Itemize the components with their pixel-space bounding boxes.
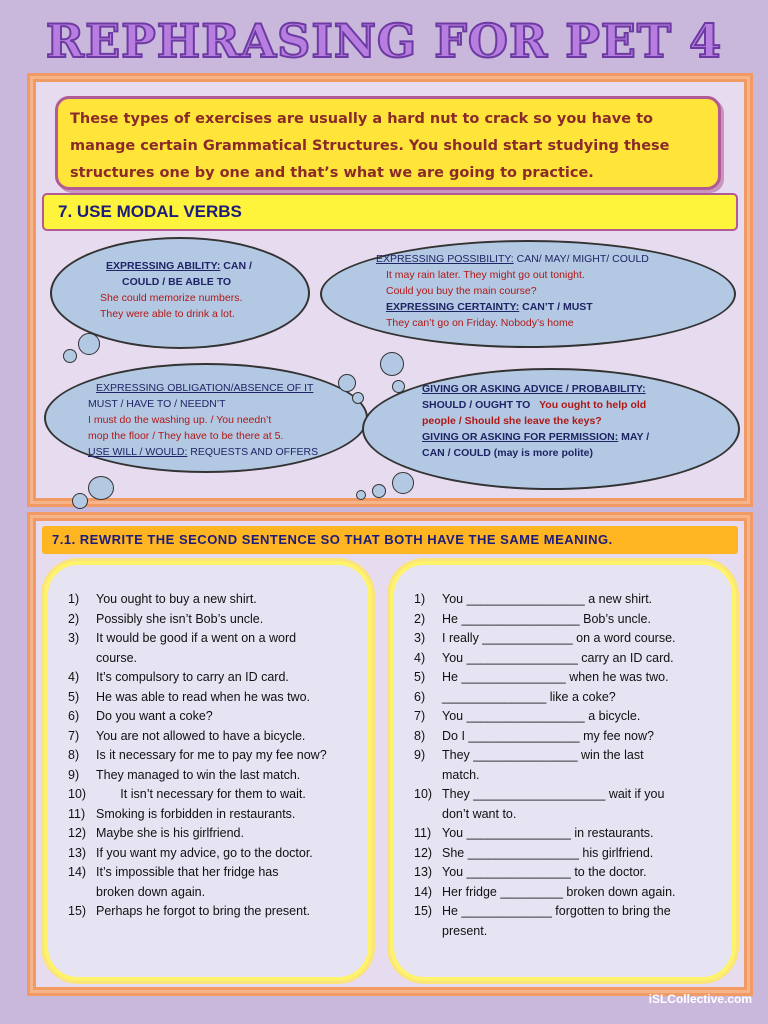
item-text: Do you want a coke? <box>96 709 213 723</box>
certainty-heading: EXPRESSING CERTAINTY: <box>386 301 520 313</box>
item-text: I really _____________ on a word course. <box>442 631 676 645</box>
item-number: 14) <box>414 884 433 899</box>
ability-modals-2: COULD / BE ABLE TO <box>122 276 232 288</box>
item-text: You ought to buy a new shirt. <box>96 592 257 606</box>
item-number: 4) <box>68 670 80 684</box>
cloud-advice-text <box>422 381 722 461</box>
obligation-heading: EXPRESSING OBLIGATION/ABSENCE OF IT <box>96 382 314 394</box>
item-number: 12) <box>414 845 433 860</box>
intro-line-1: These types of exercises are usually a hard nut to crack so you have to <box>70 111 654 127</box>
item-number: 9) <box>414 748 426 762</box>
list-item <box>68 746 358 766</box>
list-item <box>68 590 358 610</box>
item-text: They _______________ win the last <box>442 748 644 762</box>
item-text: Is it necessary for me to pay my fee now? <box>96 748 327 762</box>
list-item <box>414 824 722 844</box>
item-number <box>414 766 442 786</box>
list-item <box>68 785 358 805</box>
item-text: You _______________ in restaurants. <box>442 826 654 840</box>
permission-modals: MAY / <box>621 431 650 443</box>
item-text: If you want my advice, go to the doctor. <box>96 845 313 860</box>
list-item <box>414 922 722 942</box>
item-number: 13) <box>68 845 87 860</box>
list-item <box>414 590 722 610</box>
item-number: 5) <box>414 670 426 684</box>
cloud-bubble <box>63 349 77 363</box>
advice-modals: SHOULD / OUGHT TO <box>422 399 531 411</box>
will-would-heading: USE WILL / WOULD: <box>88 446 188 458</box>
item-text: It’s impossible that her fridge has <box>96 865 279 879</box>
item-text: It’s compulsory to carry an ID card. <box>96 670 289 684</box>
possibility-modals: CAN/ MAY/ MIGHT/ COULD <box>516 253 649 265</box>
list-item <box>68 844 358 864</box>
item-number: 9) <box>68 767 80 782</box>
rewrite-sentences-list <box>414 590 722 941</box>
item-text: You are not allowed to have a bicycle. <box>96 728 306 743</box>
ability-heading: EXPRESSING ABILITY: <box>106 260 221 272</box>
cloud-bubble <box>380 352 404 376</box>
cloud-possibility-text <box>376 251 706 331</box>
list-item <box>414 707 722 727</box>
list-item <box>68 805 358 825</box>
item-number: 6) <box>68 709 80 723</box>
section-7-title: 7. USE MODAL VERBS <box>58 202 242 221</box>
rewrite-sentences-panel <box>390 561 736 981</box>
page-title: REPHRASING FOR PET 4 <box>45 14 723 68</box>
item-text: You _________________ a new shirt. <box>442 592 653 606</box>
certainty-example: They can’t go on Friday. Nobody’s home <box>386 317 574 329</box>
item-number: 1) <box>68 592 80 606</box>
cloud-obligation-text <box>88 380 348 460</box>
item-text: She ________________ his girlfriend. <box>442 845 654 860</box>
item-text: He _______________ when he was two. <box>442 670 669 684</box>
will-would-uses: REQUESTS AND OFFERS <box>187 446 319 458</box>
item-text: present. <box>442 923 488 938</box>
list-item <box>414 727 722 747</box>
item-text: course. <box>96 650 137 665</box>
possibility-example-2: Could you buy the main course? <box>386 285 537 297</box>
item-number: 11) <box>68 806 86 821</box>
list-item <box>68 688 358 708</box>
cloud-bubble <box>88 476 114 500</box>
item-number: 5) <box>68 689 80 704</box>
list-item <box>414 785 722 805</box>
list-item <box>414 883 722 903</box>
item-text: It isn’t necessary for them to wait. <box>96 787 306 801</box>
list-item <box>68 766 358 786</box>
cloud-bubble <box>352 392 364 404</box>
cloud-bubble <box>372 484 386 498</box>
item-text: don’t want to. <box>442 806 517 821</box>
section-7-1-title: 7.1. REWRITE THE SECOND SENTENCE SO THAT BOTH HAVE THE SAME MEANING. <box>52 532 613 547</box>
list-item <box>68 902 358 922</box>
list-item <box>68 883 358 903</box>
list-item <box>414 766 722 786</box>
cloud-bubble <box>78 333 100 355</box>
list-item <box>68 727 358 747</box>
item-number <box>414 922 442 942</box>
list-item <box>414 610 722 630</box>
list-item <box>68 863 358 883</box>
item-text: You _________________ a bicycle. <box>442 709 641 723</box>
cloud-bubble <box>392 472 414 494</box>
item-number: 7) <box>414 709 426 723</box>
watermark: iSLCollective.com <box>648 992 752 1006</box>
item-number: 15) <box>68 904 87 918</box>
item-number <box>68 649 96 669</box>
item-text: It would be good if a went on a word <box>96 631 297 645</box>
ability-example-1: She could memorize numbers. <box>100 292 243 304</box>
item-text: They ___________________ wait if you <box>442 787 665 801</box>
cloud-bubble <box>356 490 366 500</box>
list-item <box>414 844 722 864</box>
item-number: 10) <box>68 787 87 801</box>
possibility-heading: EXPRESSING POSSIBILITY: <box>376 253 514 265</box>
list-item <box>68 824 358 844</box>
obligation-example-1: I must do the washing up. / You needn’t <box>88 414 272 426</box>
item-text: Her fridge _________ broken down again. <box>442 884 676 899</box>
item-number: 4) <box>414 650 426 665</box>
list-item <box>414 649 722 669</box>
obligation-example-2: mop the floor / They have to be there at 5. <box>88 430 284 442</box>
item-number: 10) <box>414 787 433 801</box>
item-number: 3) <box>414 631 426 645</box>
possibility-example-1: It may rain later. They might go out tonight. <box>386 269 585 281</box>
item-number <box>68 883 96 903</box>
list-item <box>414 863 722 883</box>
item-text: You _______________ to the doctor. <box>442 865 647 879</box>
list-item <box>414 629 722 649</box>
obligation-modals: MUST / HAVE TO / NEEDN’T <box>88 398 226 410</box>
item-number: 8) <box>414 728 426 743</box>
item-number: 3) <box>68 631 80 645</box>
permission-modals-2: CAN / COULD (may is more polite) <box>422 447 593 459</box>
advice-example-1: You ought to help old <box>539 399 647 411</box>
permission-heading: GIVING OR ASKING FOR PERMISSION: <box>422 431 619 443</box>
cloud-ability-text <box>100 258 300 322</box>
original-sentences-list <box>68 590 358 922</box>
list-item <box>414 805 722 825</box>
list-item <box>414 668 722 688</box>
list-item <box>68 649 358 669</box>
list-item <box>68 629 358 649</box>
item-text: They managed to win the last match. <box>96 767 301 782</box>
item-number: 6) <box>414 689 426 704</box>
item-number: 2) <box>68 611 80 626</box>
section-7-1-header <box>42 526 738 554</box>
item-number: 7) <box>68 728 80 743</box>
item-text: Smoking is forbidden in restaurants. <box>96 806 296 821</box>
item-text: match. <box>442 767 480 782</box>
original-sentences-panel <box>44 561 372 981</box>
intro-box <box>55 96 721 190</box>
intro-line-3: structures one by one and that’s what we are going to practice. <box>70 165 594 181</box>
item-text: You ________________ carry an ID card. <box>442 650 674 665</box>
item-number: 13) <box>414 865 433 879</box>
item-text: He _____________ forgotten to bring the <box>442 904 671 918</box>
item-text: Do I ________________ my fee now? <box>442 728 654 743</box>
advice-heading: GIVING OR ASKING ADVICE / PROBABILITY: <box>422 383 646 395</box>
item-text: Perhaps he forgot to bring the present. <box>96 904 311 918</box>
ability-modals: CAN / <box>223 260 252 272</box>
item-number: 11) <box>414 826 432 840</box>
list-item <box>414 688 722 708</box>
section-7-header <box>42 193 738 231</box>
cloud-bubble <box>72 493 88 509</box>
list-item <box>68 668 358 688</box>
item-text: He was able to read when he was two. <box>96 689 311 704</box>
item-number: 2) <box>414 611 426 626</box>
list-item <box>68 707 358 727</box>
intro-line-2: manage certain Grammatical Structures. You should start studying these <box>70 138 670 154</box>
item-number: 8) <box>68 748 80 762</box>
item-text: He _________________ Bob’s uncle. <box>442 611 651 626</box>
item-number: 14) <box>68 865 87 879</box>
item-number: 1) <box>414 592 426 606</box>
item-number <box>414 805 442 825</box>
certainty-modals: CAN’T / MUST <box>522 301 593 313</box>
list-item <box>414 746 722 766</box>
item-number: 12) <box>68 826 87 840</box>
item-text: _______________ like a coke? <box>442 689 616 704</box>
list-item <box>68 610 358 630</box>
item-number: 15) <box>414 904 433 918</box>
item-text: Maybe she is his girlfriend. <box>96 826 244 840</box>
item-text: Possibly she isn’t Bob’s uncle. <box>96 611 264 626</box>
ability-example-2: They were able to drink a lot. <box>100 308 235 320</box>
list-item <box>414 902 722 922</box>
advice-example-2: people / Should she leave the keys? <box>422 415 602 427</box>
item-text: broken down again. <box>96 884 206 899</box>
